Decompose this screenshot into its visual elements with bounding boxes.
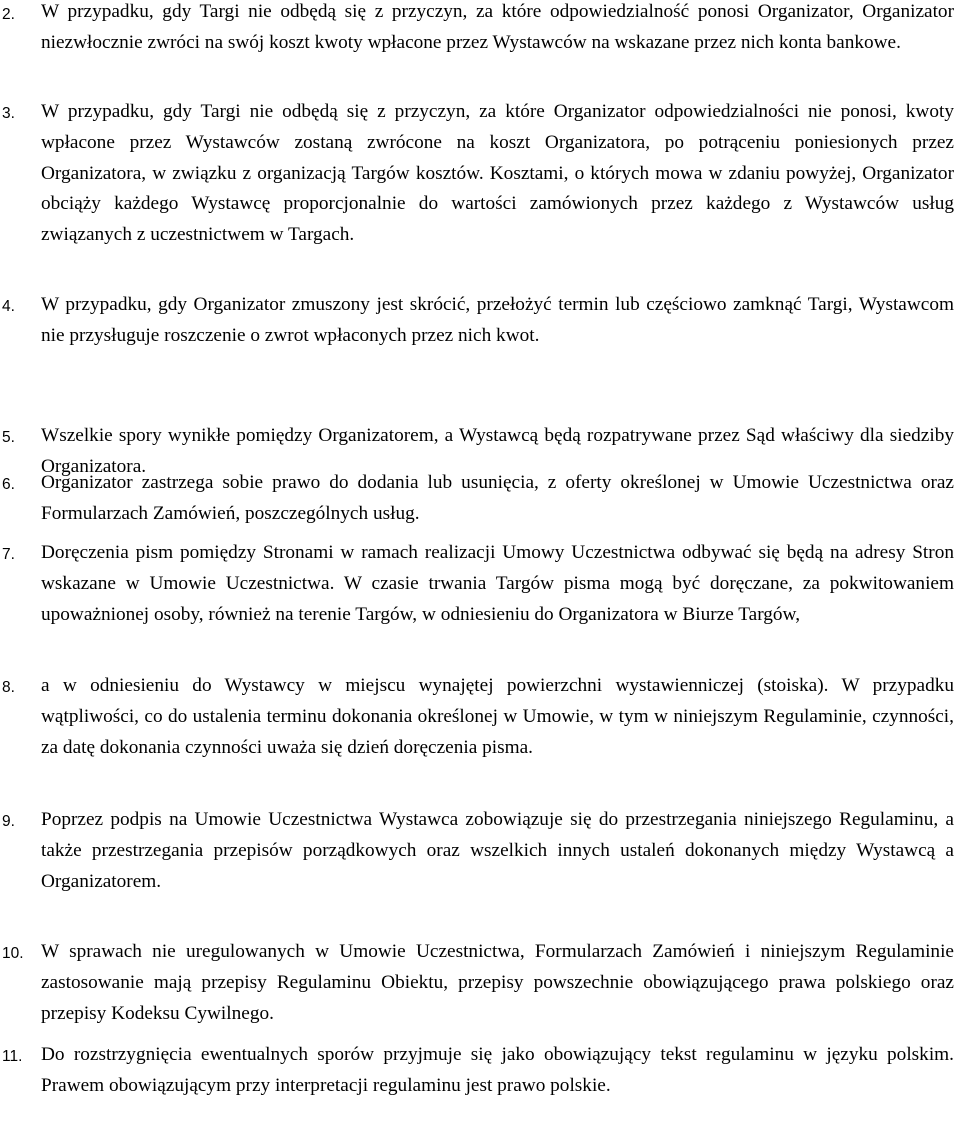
item-text: W przypadku, gdy Targi nie odbędą się z przyczyn, za które odpowiedzialność ponosi Organizator, Organizator niezwłocznie zwróci na swój koszt kwoty wpłacone przez Wystawców na wskazane przez nich konta bankowe. [41,1,954,53]
item-text: W sprawach nie uregulowanych w Umowie Uczestnictwa, Formularzach Zamówień i niniejszym Regulaminie zastosowanie mają przepisy Regulaminu Obiektu, przepisy powszechnie obowiązującego prawa polskiego oraz przepisy Kodeksu Cywilnego. [41,941,954,1024]
item-number: 11. [2,1048,23,1065]
item-text: W przypadku, gdy Organizator zmuszony jest skrócić, przełożyć termin lub częściowo zamknąć Targi, Wystawcom nie przysługuje roszczenie o zwrot wpłaconych przez nich kwot. [41,294,954,346]
item-text: Poprzez podpis na Umowie Uczestnictwa Wystawca zobowiązuje się do przestrzegania niniejszego Regulaminu, a także przestrzegania przepisów porządkowych oraz wszelkich innych ustaleń dokonanych między Wystawcą a Organizatorem. [41,809,954,892]
item-text: Wszelkie spory wynikłe pomiędzy Organizatorem, a Wystawcą będą rozpatrywane przez Sąd właściwy dla siedziby Organizatora. [41,425,954,477]
item-text: Organizator zastrzega sobie prawo do dodania lub usunięcia, z oferty określonej w Umowie Uczestnictwa oraz Formularzach Zamówień, poszczególnych usług. [41,472,954,524]
item-number: 3. [2,105,15,122]
item-text: W przypadku, gdy Targi nie odbędą się z przyczyn, za które Organizator odpowiedzialności nie ponosi, kwoty wpłacone przez Wystawców zostaną zwrócone na koszt Organizatora, po potrąceniu poniesionych przez Organizatora, w związku z organizacją Targów kosztów. Kosztami, o których mowa w zdaniu powyżej, Organizator obciąży każdego Wystawcę proporcjonalnie do wartości zamówionych przez każdego z Wystawców usług związanych z uczestnictwem w Targach. [41,101,954,246]
item-number: 10. [2,945,24,962]
item-text: Do rozstrzygnięcia ewentualnych sporów przyjmuje się jako obowiązujący tekst regulaminu w języku polskim. Prawem obowiązującym przy interpretacji regulaminu jest prawo polskie. [41,1044,954,1096]
item-text: a w odniesieniu do Wystawcy w miejscu wynajętej powierzchni wystawienniczej (stoiska). W przypadku wątpliwości, co do ustalenia terminu dokonania określonej w Umowie, w tym w niniejszym Regulaminie, czynności, za datę dokonania czynności uważa się dzień doręczenia pisma. [41,675,954,758]
item-number: 2. [2,6,15,23]
item-number: 8. [2,679,15,696]
item-number: 6. [2,476,15,493]
item-text: Doręczenia pism pomiędzy Stronami w ramach realizacji Umowy Uczestnictwa odbywać się będą na adresy Stron wskazane w Umowie Uczestnictwa. W czasie trwania Targów pisma mogą być doręczane, za pokwitowaniem upoważnionej osoby, również na terenie Targów, w odniesieniu do Organizatora w Biurze Targów, [41,542,954,625]
item-number: 4. [2,298,15,315]
item-number: 5. [2,429,15,446]
item-number: 9. [2,813,15,830]
item-number: 7. [2,546,15,563]
